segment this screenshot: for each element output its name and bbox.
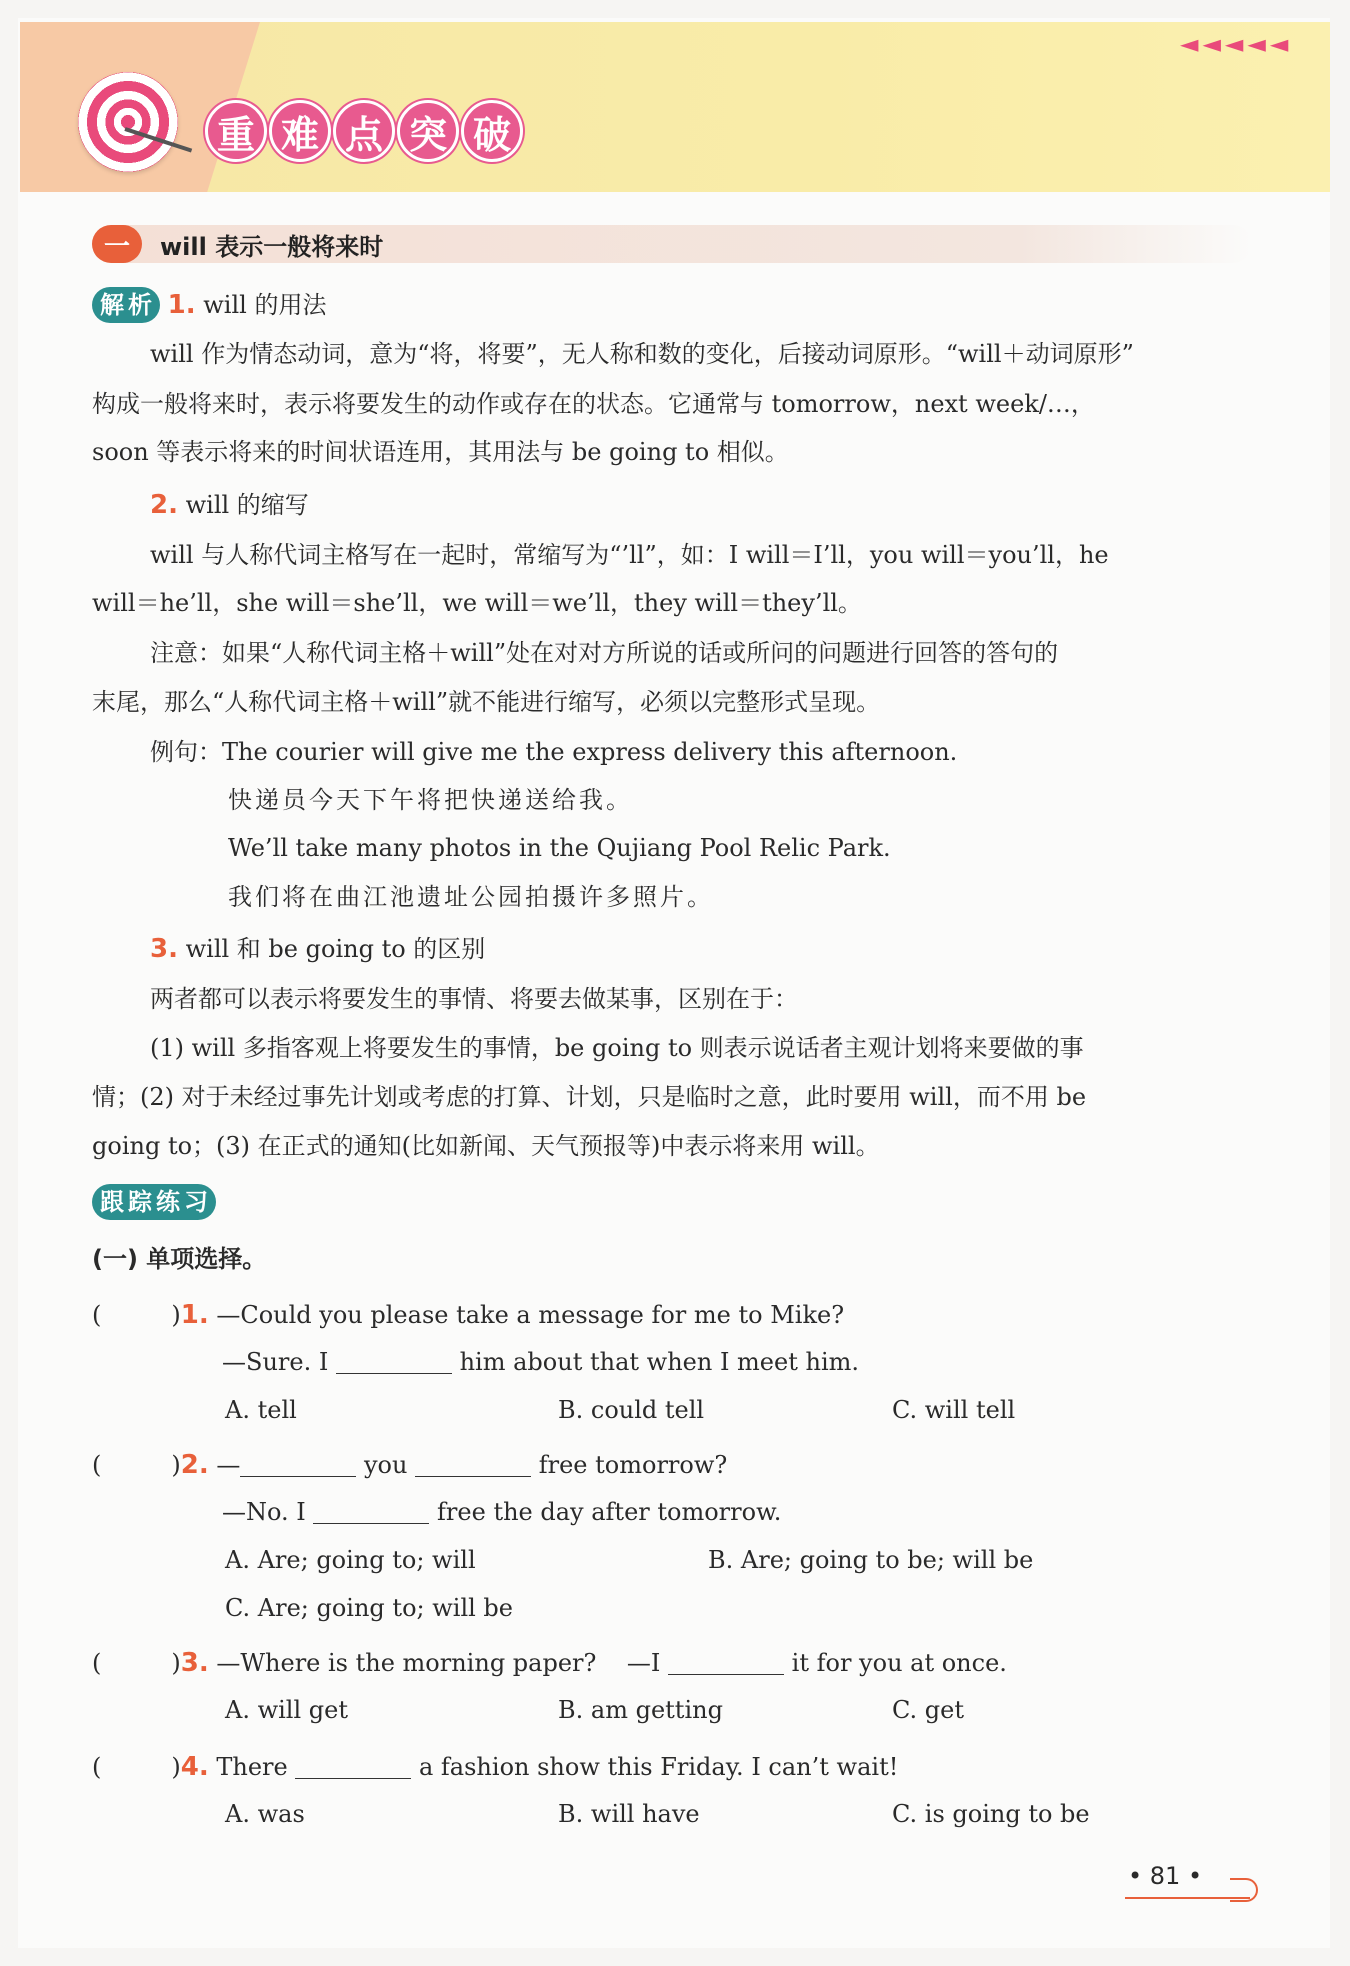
option-c: C. get bbox=[892, 1696, 964, 1724]
option-c: C. is going to be bbox=[892, 1800, 1090, 1828]
title-char: 难 bbox=[269, 100, 331, 162]
answer-blank[interactable] bbox=[313, 1503, 429, 1524]
analysis-badge: 解 析 bbox=[92, 287, 160, 323]
point-title: will 的缩写 bbox=[185, 491, 309, 519]
point-number: 3. bbox=[150, 934, 178, 964]
question-line: —No. I free the day after tomorrow. bbox=[222, 1498, 782, 1526]
point-number: 1. bbox=[167, 290, 196, 320]
example-sentence: 例句：The courier will give me the express delivery this afternoon. bbox=[150, 738, 958, 766]
question-3: ( )3. —Where is the morning paper? —I it for you at once. bbox=[92, 1648, 1007, 1678]
page-number-decoration bbox=[1230, 1878, 1258, 1902]
paragraph-line: 末尾，那么“人称代词主格＋will”就不能进行缩写，必须以完整形式呈现。 bbox=[92, 688, 881, 716]
option-b: B. will have bbox=[558, 1800, 700, 1828]
paragraph-line: will＝he’ll，she will＝she’ll，we will＝we’ll，they will＝they’ll。 bbox=[92, 589, 862, 617]
point-number: 2. bbox=[150, 490, 178, 520]
paragraph-line: going to；(3) 在正式的通知(比如新闻、天气预报等)中表示将来用 will。 bbox=[92, 1132, 880, 1160]
option-b: B. Are; going to be; will be bbox=[708, 1546, 1034, 1574]
question-line: —Sure. I him about that when I meet him. bbox=[222, 1348, 860, 1376]
point-title: will 的用法 bbox=[203, 291, 327, 319]
target-icon bbox=[78, 72, 178, 172]
example-translation: 我们将在曲江池遗址公园拍摄许多照片。 bbox=[228, 883, 714, 911]
example-translation: 快递员今天下午将把快递送给我。 bbox=[228, 786, 633, 814]
paragraph-line: will 作为情态动词，意为“将，将要”，无人称和数的变化，后接动词原形。“will＋动词原形” bbox=[150, 340, 1134, 368]
practice-subtitle: (一) 单项选择。 bbox=[92, 1245, 267, 1273]
paragraph-line: soon 等表示将来的时间状语连用，其用法与 be going to 相似。 bbox=[92, 438, 789, 466]
answer-blank[interactable] bbox=[668, 1654, 784, 1675]
answer-blank[interactable] bbox=[240, 1456, 356, 1477]
example-sentence: We’ll take many photos in the Qujiang Pool Relic Park. bbox=[228, 834, 891, 862]
answer-blank[interactable] bbox=[295, 1758, 411, 1779]
paragraph-line: 构成一般将来时，表示将要发生的动作或存在的状态。它通常与 tomorrow，next week/…， bbox=[92, 390, 1095, 418]
section-number: 一 bbox=[92, 225, 142, 263]
point-heading bbox=[150, 936, 485, 962]
option-a: A. will get bbox=[225, 1696, 348, 1724]
practice-heading bbox=[92, 1184, 216, 1220]
option-c: C. will tell bbox=[892, 1396, 1016, 1424]
option-b: B. am getting bbox=[558, 1696, 723, 1724]
answer-blank[interactable] bbox=[415, 1456, 531, 1477]
page-number: • 81 • bbox=[1128, 1862, 1203, 1890]
option-a: A. Are; going to; will bbox=[225, 1546, 476, 1574]
question-4: ( )4. There a fashion show this Friday. I can’t wait! bbox=[92, 1752, 899, 1782]
option-b: B. could tell bbox=[558, 1396, 705, 1424]
option-a: A. tell bbox=[225, 1396, 297, 1424]
title-char: 破 bbox=[461, 100, 523, 162]
paragraph-line: will 与人称代词主格写在一起时，常缩写为“’ll”，如：I will＝I’ll，you will＝you’ll，he bbox=[150, 541, 1109, 569]
point-title: will 和 be going to 的区别 bbox=[185, 935, 486, 963]
option-c: C. Are; going to; will be bbox=[225, 1594, 513, 1622]
analysis-heading bbox=[92, 287, 326, 323]
title-char: 重 bbox=[205, 100, 267, 162]
title-char: 点 bbox=[333, 100, 395, 162]
paragraph-line: (1) will 多指客观上将要发生的事情，be going to 则表示说话者主观计划将来要做的事 bbox=[150, 1034, 1084, 1062]
title-char: 突 bbox=[397, 100, 459, 162]
decorative-arrows-icon: ◄◄◄◄◄ bbox=[1180, 30, 1293, 58]
question-1: ( )1. —Could you please take a message for me to Mike? bbox=[92, 1300, 845, 1330]
option-a: A. was bbox=[225, 1800, 305, 1828]
section-title: will 表示一般将来时 bbox=[160, 232, 384, 261]
practice-badge: 跟 踪 练 习 bbox=[92, 1184, 216, 1220]
page-title bbox=[205, 100, 523, 162]
paragraph-line: 两者都可以表示将要发生的事情、将要去做某事，区别在于： bbox=[150, 985, 798, 1013]
question-2: ( )2. — you free tomorrow? bbox=[92, 1450, 728, 1480]
paragraph-line: 情；(2) 对于未经过事先计划或考虑的打算、计划，只是临时之意，此时要用 will，而不用 be bbox=[92, 1083, 1087, 1111]
section-heading bbox=[92, 225, 1252, 263]
answer-blank[interactable] bbox=[336, 1353, 452, 1374]
paragraph-line: 注意：如果“人称代词主格＋will”处在对对方所说的话或所问的问题进行回答的答句的 bbox=[150, 639, 1059, 667]
point-heading bbox=[150, 492, 309, 518]
